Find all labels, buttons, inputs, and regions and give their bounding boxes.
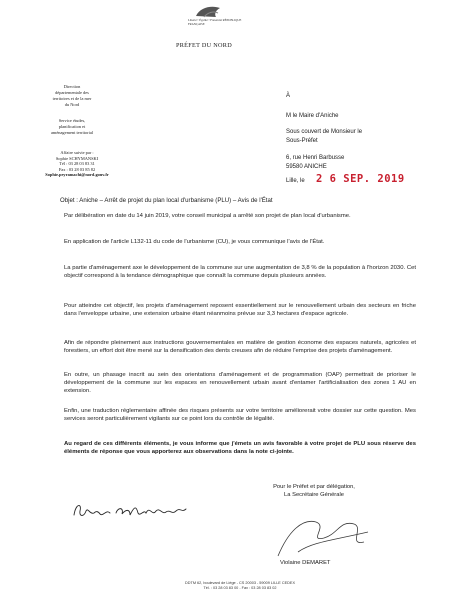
service-line: planification et (58, 124, 86, 129)
service-line: départementale des (55, 90, 89, 95)
service-line: territoires et de la mer (52, 96, 92, 101)
service-line: aménagement territorial (50, 130, 94, 135)
service-line: Direction (63, 84, 81, 89)
service-line: du Nord (64, 102, 80, 107)
body-paragraph: Enfin, une traduction réglementaire affinée des risques présents sur votre territoire améliorerait votre dossier sur cette question. Mes services seront particulièrement vigilants sur ce point lors du contrôle de légalité. (64, 408, 416, 422)
delegation-line: Pour le Préfet et par délégation, (273, 484, 355, 490)
contact-line: Affaire suivie par : (60, 150, 94, 155)
conclusion-paragraph: Au regard de ces différents éléments, je vous informe que j'émets un avis favorable à votre projet de PLU sous réserve des éléments de réponse que vous apporterez aux observations dans la note ci-jointe. (64, 441, 416, 455)
signature-image (268, 512, 378, 562)
logo-caption: Liberté • Égalité • Fraternité RÉPUBLIQUE FRANÇAISE (188, 18, 242, 26)
body-paragraph: Pour atteindre cet objectif, les projets d'aménagement reposent essentiellement sur le renouvellement urbain des secteurs en friche dans l'enveloppe urbaine, une extension urbaine étant néanmoins prévue sur 3,3 hectares d'espace agricole. (64, 303, 416, 317)
body-paragraph: En outre, un phasage inscrit au sein des orientations d'aménagement et de programmation (OAP) permettrait de prioriser le développement de la commune sur les espaces en renouvellement urbain avant d'entamer l'artificialisation des zones 1 AU en extension. (64, 372, 416, 394)
body-paragraph: En application de l'article L132-11 du code de l'urbanisme (CU), je vous communique l'avis de l'État. (64, 239, 325, 245)
contact-line: Fax : 03 28 03 85 82 (58, 166, 96, 172)
contact-line: Sophie SCHYMANSKI (55, 155, 99, 161)
body-paragraph: La partie d'aménagement axe le développement de la commune sur une augmentation de 3,8 % de la population à l'horizon 2030. Cet objectif correspond à la tendance démographique que connaît la commune depuis plusieurs années. (64, 265, 416, 279)
footer-address: DDTM 62, boulevard de Liège - CS 20003 - 59009 LILLE CEDEX (185, 581, 295, 585)
signature-block (254, 484, 374, 499)
date-stamp: 2 6 SEP. 2019 (316, 173, 405, 185)
date-prefix: Lille, le (286, 178, 305, 184)
signer-name: Violaine DEMARET (280, 560, 331, 566)
recipient-line: M le Maire d'Aniche (286, 113, 339, 119)
body-paragraph: Par délibération en date du 14 juin 2019, votre conseil municipal a arrêté son projet de plan local d'urbanisme. (64, 213, 351, 219)
contact-block (37, 150, 117, 178)
letter-subject: Objet : Aniche – Arrêt de projet du plan local d'urbanisme (PLU) – Avis de l'État (60, 197, 273, 204)
recipient-line: Sous-Préfet (286, 138, 318, 144)
body-paragraph: Afin de répondre pleinement aux instructions gouvernementales en matière de gestion économe des espaces naturels, agricoles et forestiers, un effort doit être mené sur la densification des dents creuses afin de réduire l'emprise des projets d'aménagement. (64, 340, 416, 354)
signer-title: La Secrétaire Générale (284, 491, 344, 498)
footer (80, 581, 400, 591)
handwritten-closing (70, 497, 190, 525)
footer-phone: Tél. : 03 28 03 83 00 - Fax : 03 28 03 83 02 (203, 586, 277, 590)
contact-line: Tél : 03 28 03 83 31 (59, 161, 95, 167)
recipient-line: Sous couvert de Monsieur le (286, 129, 363, 135)
recipient-line: 59580 ANICHE (286, 164, 327, 170)
recipient-line: 6, rue Henri Barbusse (286, 155, 345, 161)
service-line: Service études, (58, 118, 86, 123)
prefet-title: PRÉFET DU NORD (176, 42, 232, 49)
contact-email: Sophie.peyramachi@nord.gouv.fr (45, 172, 109, 178)
recipient-line: À (286, 93, 291, 99)
